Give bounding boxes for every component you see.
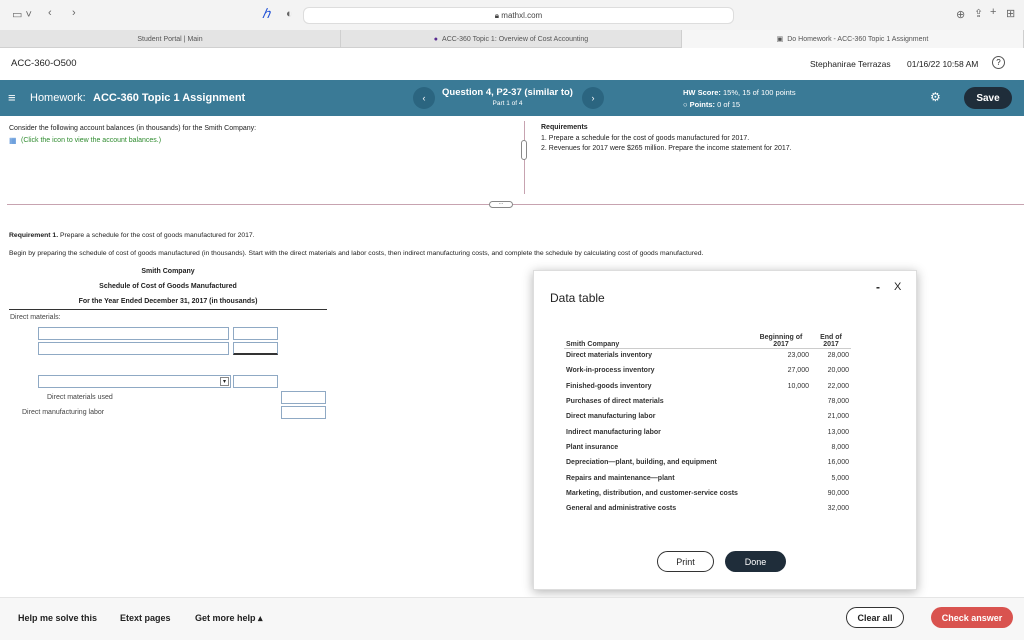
- sidebar-icon[interactable]: ▭ ˅: [12, 9, 32, 21]
- tab-overview-icon[interactable]: ⊞: [1006, 8, 1016, 20]
- cell-value: [751, 424, 811, 439]
- dm-used-input[interactable]: [281, 391, 326, 404]
- menu-icon[interactable]: ≡: [8, 90, 16, 105]
- dm-used-label: Direct materials used: [47, 394, 113, 401]
- tab-overview[interactable]: [341, 30, 682, 48]
- cell-value: 90,000: [827, 489, 849, 497]
- cell-value: 5,000: [831, 474, 849, 482]
- data-table: [564, 326, 851, 516]
- points-circle-icon: ○: [683, 100, 688, 109]
- share-icon[interactable]: ⇪: [974, 8, 984, 20]
- minimize-button[interactable]: -: [876, 280, 880, 294]
- help-solve-link[interactable]: Help me solve this: [18, 613, 98, 623]
- row-label: Direct materials inventory: [566, 352, 652, 360]
- cell-value: 16,000: [827, 459, 849, 467]
- next-question-button[interactable]: ›: [582, 87, 604, 109]
- dm-amount-input-1[interactable]: [233, 327, 278, 340]
- requirement-label: Requirement 1.: [9, 232, 59, 239]
- dropdown-arrow-icon[interactable]: ▾: [220, 377, 229, 386]
- table-icon[interactable]: ▦: [9, 136, 17, 145]
- homework-label: Homework:: [30, 92, 86, 104]
- cell-value: 20,000: [827, 367, 849, 375]
- dialog-title: Data table: [550, 291, 605, 305]
- dm-amount-input-2[interactable]: [233, 342, 278, 355]
- instruction-text: Begin by preparing the schedule of cost of goods manufactured (in thousands). Start with the direct materials and labor costs, then indirect manufacturing costs, and complete the schedule by calculating cost of goods manufactured.: [9, 250, 704, 257]
- schedule-period: For the Year Ended December 31, 2017 (in thousands): [78, 298, 258, 305]
- browser-toolbar: [0, 0, 1024, 30]
- table-row: [564, 486, 851, 501]
- download-icon[interactable]: ⊕: [956, 9, 966, 21]
- shield-icon[interactable]: ◐: [286, 8, 293, 20]
- user-name: Stephanirae Terrazas: [810, 59, 891, 69]
- cell-value: 13,000: [827, 428, 849, 436]
- row-label: General and administrative costs: [566, 505, 677, 513]
- cell-value: [751, 440, 811, 455]
- schedule-company: Smith Company: [141, 268, 195, 275]
- assignment-title: ACC-360 Topic 1 Assignment: [93, 92, 246, 104]
- dm-label-select[interactable]: [38, 375, 231, 388]
- dm-label-input-1[interactable]: [38, 327, 229, 340]
- tab-label: ACC-360 Topic 1: Overview of Cost Accounting: [442, 35, 589, 43]
- table-row: [564, 501, 851, 516]
- forward-icon[interactable]: ›: [72, 7, 76, 19]
- table-row: [564, 440, 851, 455]
- cell-value: 32,000: [827, 505, 849, 513]
- done-button[interactable]: Done: [725, 551, 786, 572]
- new-tab-icon[interactable]: +: [990, 6, 997, 18]
- cell-value: 28,000: [827, 352, 849, 360]
- dm-label-input-2[interactable]: [38, 342, 229, 355]
- cell-value: [751, 501, 811, 516]
- print-button[interactable]: Print: [657, 551, 714, 572]
- extension-icon[interactable]: ℎ: [262, 6, 271, 21]
- row-label: Repairs and maintenance—plant: [566, 474, 675, 482]
- dm-amount-input-3[interactable]: [233, 375, 278, 388]
- cell-value: 10,000: [787, 382, 809, 390]
- cell-value: [751, 470, 811, 485]
- table-row: [564, 470, 851, 485]
- cell-value: 23,000: [787, 352, 809, 360]
- cell-value: 22,000: [827, 382, 849, 390]
- schedule-rule: [9, 309, 327, 310]
- data-table-dialog: [533, 270, 917, 590]
- more-help-link[interactable]: Get more help ▴: [195, 613, 263, 623]
- row-label: Indirect manufacturing labor: [566, 428, 661, 436]
- row-label: Plant insurance: [566, 443, 619, 451]
- requirement-2: 2. Revenues for 2017 were $265 million. Prepare the income statement for 2017.: [541, 145, 792, 152]
- settings-gear-icon[interactable]: ⚙: [930, 90, 941, 104]
- check-answer-button[interactable]: Check answer: [931, 607, 1013, 628]
- dml-input[interactable]: [281, 406, 326, 419]
- schedule-title: Schedule of Cost of Goods Manufactured: [99, 283, 237, 290]
- cell-value: 21,000: [827, 413, 849, 421]
- dml-label: Direct manufacturing labor: [22, 409, 105, 416]
- table-row: [564, 379, 851, 394]
- row-label: Purchases of direct materials: [566, 398, 664, 406]
- table-row: [564, 409, 851, 424]
- question-part: Part 1 of 4: [492, 100, 523, 107]
- column-header: End of 2017: [820, 333, 842, 348]
- favicon-icon: ●: [433, 35, 439, 43]
- tab-student-portal[interactable]: [0, 30, 341, 48]
- course-header: [0, 48, 1024, 80]
- homework-bar: [0, 80, 1024, 116]
- close-button[interactable]: X: [894, 281, 902, 293]
- cell-value: 27,000: [787, 367, 809, 375]
- footer-bar: [0, 597, 1024, 640]
- row-label: Work-in-process inventory: [566, 367, 655, 375]
- lock-icon: 🔒︎: [494, 10, 502, 20]
- table-row: [564, 424, 851, 439]
- hw-score-label: HW Score:: [683, 88, 721, 97]
- favicon-icon: ▣: [776, 36, 784, 43]
- cell-value: [751, 394, 811, 409]
- problem-intro: Consider the following account balances (in thousands) for the Smith Company:: [9, 125, 257, 132]
- tab-label: Do Homework - ACC-360 Topic 1 Assignment: [787, 35, 929, 43]
- help-icon[interactable]: ?: [992, 56, 1005, 69]
- table-row: [564, 363, 851, 378]
- cell-value: 8,000: [831, 443, 849, 451]
- datetime: 01/16/22 10:58 AM: [907, 59, 979, 69]
- table-row: [564, 394, 851, 409]
- requirement-text: Prepare a schedule for the cost of goods manufactured for 2017.: [60, 232, 255, 239]
- tab-bar: [0, 30, 1024, 48]
- url-text: mathxl.com: [501, 11, 543, 20]
- cell-value: [751, 455, 811, 470]
- hw-score: 15%, 15 of 100 points: [723, 88, 796, 97]
- course-id: ACC-360-O500: [11, 58, 77, 69]
- column-header: Smith Company: [566, 340, 620, 348]
- tab-label: Student Portal | Main: [137, 35, 203, 43]
- direct-materials-label: Direct materials:: [10, 314, 61, 321]
- table-header-row: [564, 326, 851, 348]
- horizontal-divider: [7, 204, 1024, 205]
- points-label: Points:: [689, 100, 716, 109]
- account-balances-link[interactable]: (Click the icon to view the account balances.): [21, 137, 162, 144]
- requirements-title: Requirements: [541, 124, 588, 131]
- prev-question-button[interactable]: ‹: [413, 87, 435, 109]
- cell-value: [751, 409, 811, 424]
- back-icon[interactable]: ‹: [48, 7, 52, 19]
- points-value: 0 of 15: [717, 100, 741, 109]
- etext-link[interactable]: Etext pages: [120, 613, 171, 623]
- expand-handle[interactable]: ···: [489, 201, 513, 208]
- table-row: [564, 455, 851, 470]
- row-label: Depreciation—plant, building, and equipment: [566, 459, 717, 467]
- resize-handle[interactable]: [521, 140, 527, 160]
- row-label: Direct manufacturing labor: [566, 413, 656, 421]
- clear-all-button[interactable]: Clear all: [846, 607, 904, 628]
- cell-value: [751, 486, 811, 501]
- save-button[interactable]: Save: [964, 87, 1012, 109]
- requirement-1: 1. Prepare a schedule for the cost of goods manufactured for 2017.: [541, 135, 750, 142]
- table-row: [564, 348, 851, 363]
- column-header: Beginning of 2017: [759, 333, 803, 348]
- tab-homework[interactable]: [682, 30, 1024, 48]
- question-title: Question 4, P2-37 (similar to): [442, 87, 573, 98]
- url-bar[interactable]: [303, 7, 734, 24]
- cell-value: 78,000: [827, 398, 849, 406]
- row-label: Finished-goods inventory: [566, 382, 652, 390]
- row-label: Marketing, distribution, and customer-service costs: [566, 489, 738, 497]
